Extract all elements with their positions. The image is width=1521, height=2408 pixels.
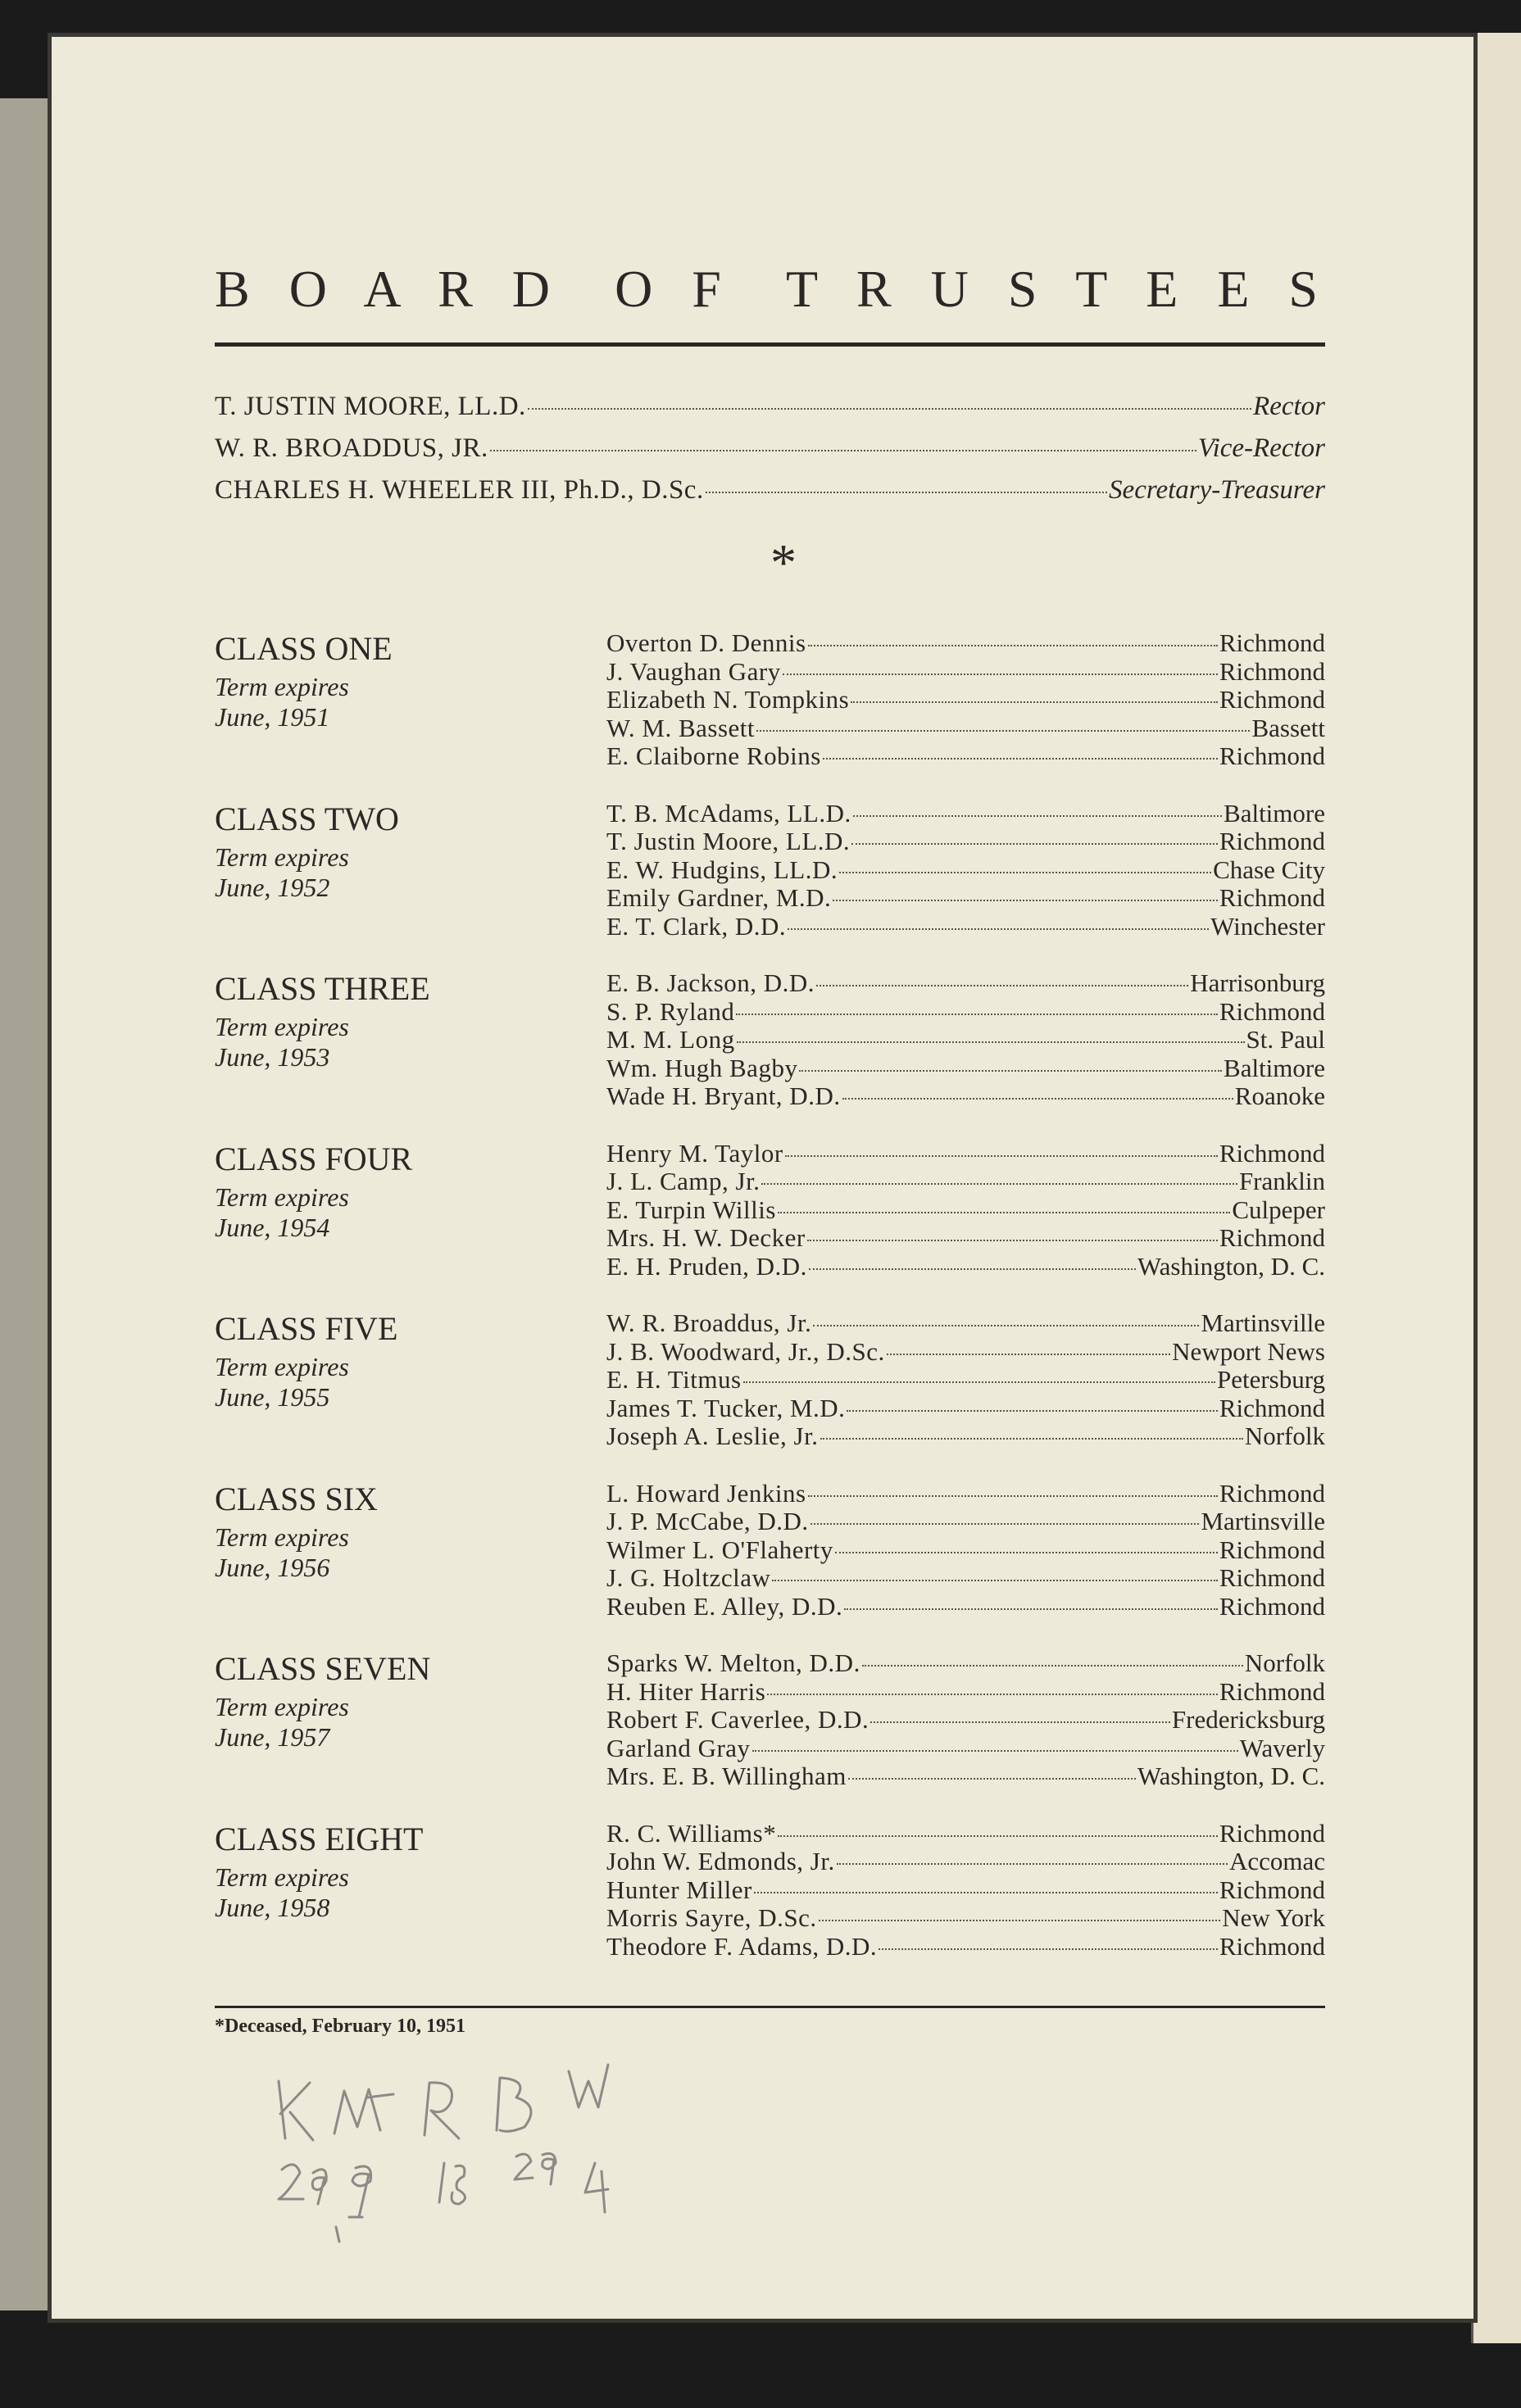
member-place: Richmond bbox=[1219, 1931, 1325, 1961]
member-name: Overton D. Dennis bbox=[606, 628, 806, 657]
dot-leader bbox=[853, 815, 1222, 817]
member-place: Richmond bbox=[1219, 685, 1325, 714]
member-row bbox=[606, 1338, 1325, 1367]
member-place: Richmond bbox=[1219, 1676, 1325, 1706]
member-list bbox=[606, 1140, 1325, 1281]
member-list bbox=[606, 629, 1325, 771]
member-name: Morris Sayre, D.Sc. bbox=[606, 1903, 817, 1933]
officer-role: Vice-Rector bbox=[1197, 433, 1325, 463]
member-name: E. W. Hudgins, LL.D. bbox=[606, 855, 838, 884]
member-name: J. B. Woodward, Jr., D.Sc. bbox=[606, 1336, 885, 1366]
member-place: Washington, D. C. bbox=[1137, 1762, 1325, 1791]
member-name: W. R. Broaddus, Jr. bbox=[606, 1308, 812, 1337]
pencil-letter bbox=[569, 2065, 608, 2107]
dot-leader bbox=[887, 1354, 1170, 1355]
term-expires: Term expires bbox=[215, 1521, 349, 1552]
dot-leader bbox=[743, 1381, 1215, 1383]
member-name: Hunter Miller bbox=[606, 1875, 752, 1904]
officer-row bbox=[215, 475, 1325, 517]
member-name: Wade H. Bryant, D.D. bbox=[606, 1082, 841, 1111]
member-place: Harrisonburg bbox=[1190, 968, 1325, 997]
officer-name: W. R. BROADDUS, JR. bbox=[215, 433, 488, 463]
dot-leader bbox=[799, 1070, 1222, 1072]
adjacent-page-edge bbox=[1471, 33, 1521, 2343]
member-list bbox=[606, 1480, 1325, 1621]
dot-leader bbox=[851, 843, 1218, 845]
pencil-letter bbox=[497, 2078, 531, 2131]
dot-leader bbox=[808, 1495, 1218, 1497]
member-list bbox=[606, 1820, 1325, 1961]
class-name: CLASS TWO bbox=[215, 800, 399, 837]
dot-leader bbox=[761, 1183, 1237, 1185]
term-date: June, 1956 bbox=[215, 1552, 330, 1582]
member-row bbox=[606, 1196, 1325, 1225]
member-row bbox=[606, 1536, 1325, 1565]
member-name: H. Hiter Harris bbox=[606, 1676, 766, 1706]
member-row bbox=[606, 1422, 1325, 1451]
member-name: L. Howard Jenkins bbox=[606, 1478, 806, 1508]
member-place: St. Paul bbox=[1246, 1025, 1325, 1054]
member-name: M. M. Long bbox=[606, 1025, 735, 1054]
dot-leader bbox=[833, 900, 1218, 901]
member-place: Richmond bbox=[1219, 1535, 1325, 1564]
dot-leader bbox=[788, 928, 1209, 930]
member-row bbox=[606, 856, 1325, 885]
term-expires: Term expires bbox=[215, 1692, 349, 1721]
dot-leader bbox=[847, 1410, 1217, 1412]
term-expires: Term expires bbox=[215, 841, 349, 872]
member-row bbox=[606, 884, 1325, 913]
member-name: E. Claiborne Robins bbox=[606, 741, 821, 771]
member-name: J. G. Holtzclaw bbox=[606, 1563, 771, 1593]
member-row bbox=[606, 1904, 1325, 1933]
title-word: B O A R D bbox=[215, 260, 561, 318]
member-place: Norfolk bbox=[1244, 1648, 1325, 1677]
term-date: June, 1954 bbox=[215, 1212, 330, 1242]
class-name: CLASS FOUR bbox=[215, 1140, 413, 1177]
title-word: O F bbox=[615, 260, 733, 318]
member-place: Richmond bbox=[1219, 1875, 1325, 1904]
member-list bbox=[606, 1649, 1325, 1791]
pencil-numeral bbox=[279, 2165, 326, 2204]
member-name: Sparks W. Melton, D.D. bbox=[606, 1648, 860, 1677]
member-place: Waverly bbox=[1239, 1733, 1325, 1762]
member-place: Richmond bbox=[1219, 1393, 1325, 1422]
member-name: E. Turpin Willis bbox=[606, 1195, 776, 1224]
member-place: Roanoke bbox=[1234, 1082, 1325, 1111]
member-row bbox=[606, 1933, 1325, 1961]
term-expires: Term expires bbox=[215, 1181, 349, 1212]
dot-leader bbox=[756, 730, 1250, 732]
member-row bbox=[606, 658, 1325, 687]
member-row bbox=[606, 1253, 1325, 1281]
dot-leader bbox=[783, 673, 1218, 675]
dot-leader bbox=[844, 1608, 1218, 1610]
member-name: Robert F. Caverlee, D.D. bbox=[606, 1705, 869, 1735]
member-row bbox=[606, 1309, 1325, 1338]
member-place: Accomac bbox=[1228, 1847, 1325, 1876]
member-place: Richmond bbox=[1219, 656, 1325, 686]
title-rule bbox=[215, 342, 1325, 347]
member-place: Washington, D. C. bbox=[1137, 1251, 1325, 1281]
term-date: June, 1951 bbox=[215, 702, 330, 732]
member-row bbox=[606, 1735, 1325, 1763]
dot-leader bbox=[842, 1098, 1233, 1100]
asterisk-divider-icon: * bbox=[770, 533, 797, 592]
member-place: Fredericksburg bbox=[1171, 1705, 1325, 1735]
member-name: Mrs. E. B. Willingham bbox=[606, 1762, 847, 1791]
member-place: Richmond bbox=[1219, 1591, 1325, 1621]
member-place: Culpeper bbox=[1232, 1195, 1325, 1224]
member-row bbox=[606, 1649, 1325, 1678]
dot-leader bbox=[862, 1665, 1243, 1667]
dot-leader bbox=[835, 1552, 1218, 1553]
dot-leader bbox=[754, 1892, 1218, 1893]
dot-leader bbox=[772, 1580, 1217, 1581]
member-name: R. C. Williams* bbox=[606, 1818, 777, 1848]
member-name: Joseph A. Leslie, Jr. bbox=[606, 1422, 819, 1451]
class-label bbox=[215, 969, 543, 1072]
member-name: E. T. Clark, D.D. bbox=[606, 911, 787, 941]
officers-list bbox=[215, 392, 1325, 517]
member-place: New York bbox=[1222, 1903, 1325, 1933]
member-name: J. Vaughan Gary bbox=[606, 656, 781, 686]
pencil-numeral bbox=[515, 2153, 556, 2184]
dot-leader bbox=[870, 1721, 1170, 1723]
class-name: CLASS FIVE bbox=[215, 1310, 398, 1347]
pencil-mark bbox=[336, 2227, 339, 2242]
member-row bbox=[606, 1876, 1325, 1905]
dot-leader bbox=[706, 492, 1107, 493]
member-name: E. B. Jackson, D.D. bbox=[606, 968, 815, 997]
pencil-letter bbox=[279, 2081, 313, 2140]
member-place: Richmond bbox=[1219, 1563, 1325, 1593]
term-date: June, 1955 bbox=[215, 1382, 330, 1412]
member-name: S. P. Ryland bbox=[606, 996, 735, 1026]
member-place: Richmond bbox=[1219, 741, 1325, 771]
member-row bbox=[606, 1026, 1325, 1054]
footnote-rule bbox=[215, 2006, 1325, 2008]
dot-leader bbox=[528, 408, 1251, 410]
member-row bbox=[606, 1168, 1325, 1196]
class-label bbox=[215, 1140, 543, 1243]
officer-name: CHARLES H. WHEELER III, Ph.D., D.Sc. bbox=[215, 475, 704, 505]
term-expires: Term expires bbox=[215, 1352, 349, 1381]
member-row bbox=[606, 913, 1325, 941]
member-name: W. M. Bassett bbox=[606, 713, 756, 742]
pencil-letter bbox=[334, 2089, 393, 2134]
dot-leader bbox=[736, 1014, 1217, 1015]
member-place: Richmond bbox=[1219, 1818, 1325, 1848]
member-row bbox=[606, 969, 1325, 998]
class-label bbox=[215, 1649, 543, 1753]
member-name: Theodore F. Adams, D.D. bbox=[606, 1931, 878, 1961]
member-place: Baltimore bbox=[1224, 798, 1325, 828]
member-row bbox=[606, 1678, 1325, 1707]
member-row bbox=[606, 1224, 1325, 1253]
officer-role: Rector bbox=[1253, 392, 1325, 421]
class-label bbox=[215, 1820, 543, 1923]
dot-leader bbox=[879, 1948, 1218, 1950]
handwritten-pencil-notes bbox=[270, 2048, 697, 2245]
dot-leader bbox=[848, 1778, 1136, 1780]
class-label bbox=[215, 1309, 543, 1413]
member-place: Winchester bbox=[1210, 911, 1325, 941]
member-name: Emily Gardner, M.D. bbox=[606, 883, 832, 913]
dot-leader bbox=[778, 1212, 1230, 1213]
member-place: Newport News bbox=[1172, 1336, 1325, 1366]
dot-leader bbox=[767, 1694, 1218, 1695]
member-name: Elizabeth N. Tompkins bbox=[606, 685, 850, 714]
dot-leader bbox=[807, 1240, 1218, 1241]
dot-leader bbox=[823, 758, 1218, 760]
member-list bbox=[606, 969, 1325, 1111]
member-name: Wilmer L. O'Flaherty bbox=[606, 1535, 833, 1564]
class-label bbox=[215, 1480, 543, 1583]
member-place: Baltimore bbox=[1224, 1053, 1325, 1082]
class-name: CLASS SIX bbox=[215, 1480, 378, 1517]
member-place: Richmond bbox=[1219, 827, 1325, 856]
member-row bbox=[606, 1820, 1325, 1848]
member-row bbox=[606, 1848, 1325, 1876]
dot-leader bbox=[837, 1863, 1228, 1865]
member-place: Richmond bbox=[1219, 1478, 1325, 1508]
member-row bbox=[606, 1480, 1325, 1508]
pencil-letter bbox=[425, 2083, 459, 2138]
term-date: June, 1953 bbox=[215, 1042, 330, 1072]
pencil-numeral bbox=[349, 2166, 371, 2217]
dot-leader bbox=[851, 701, 1218, 703]
class-name: CLASS SEVEN bbox=[215, 1650, 431, 1687]
member-name: T. B. McAdams, LL.D. bbox=[606, 798, 851, 828]
member-place: Martinsville bbox=[1201, 1507, 1325, 1536]
dot-leader bbox=[785, 1155, 1218, 1157]
pencil-numeral bbox=[585, 2163, 608, 2212]
title-word: T R U S T E E S bbox=[786, 260, 1329, 318]
member-name: E. H. Pruden, D.D. bbox=[606, 1251, 807, 1281]
member-name: J. P. McCabe, D.D. bbox=[606, 1507, 809, 1536]
page-title bbox=[215, 259, 1329, 320]
member-row bbox=[606, 1140, 1325, 1168]
class-name: CLASS EIGHT bbox=[215, 1820, 424, 1857]
term-expires: Term expires bbox=[215, 1862, 349, 1892]
member-row bbox=[606, 1394, 1325, 1423]
member-row bbox=[606, 686, 1325, 714]
member-name: J. L. Camp, Jr. bbox=[606, 1167, 760, 1196]
member-row bbox=[606, 629, 1325, 658]
officer-role: Secretary-Treasurer bbox=[1109, 475, 1325, 505]
member-name: Wm. Hugh Bagby bbox=[606, 1053, 798, 1082]
member-row bbox=[606, 1564, 1325, 1593]
term-date: June, 1952 bbox=[215, 872, 330, 902]
dot-leader bbox=[490, 450, 1196, 451]
dot-leader bbox=[778, 1835, 1218, 1837]
member-row bbox=[606, 1706, 1325, 1735]
member-place: Petersburg bbox=[1216, 1365, 1325, 1394]
member-row bbox=[606, 1593, 1325, 1621]
term-date: June, 1958 bbox=[215, 1892, 330, 1922]
member-name: John W. Edmonds, Jr. bbox=[606, 1847, 835, 1876]
class-name: CLASS THREE bbox=[215, 970, 430, 1007]
member-place: Richmond bbox=[1219, 628, 1325, 657]
dot-leader bbox=[816, 985, 1188, 986]
dot-leader bbox=[809, 1268, 1136, 1270]
member-place: Martinsville bbox=[1201, 1308, 1325, 1337]
member-name: Reuben E. Alley, D.D. bbox=[606, 1591, 843, 1621]
member-row bbox=[606, 998, 1325, 1027]
dot-leader bbox=[737, 1041, 1245, 1043]
term-date: June, 1957 bbox=[215, 1722, 330, 1752]
class-label bbox=[215, 629, 543, 732]
member-name: Mrs. H. W. Decker bbox=[606, 1223, 806, 1253]
dot-leader bbox=[819, 1920, 1221, 1921]
officer-row bbox=[215, 392, 1325, 433]
member-row bbox=[606, 1762, 1325, 1791]
member-row bbox=[606, 1082, 1325, 1111]
class-label bbox=[215, 800, 543, 903]
member-place: Richmond bbox=[1219, 883, 1325, 913]
dot-leader bbox=[810, 1523, 1200, 1525]
member-name: James T. Tucker, M.D. bbox=[606, 1393, 846, 1422]
pencil-numeral bbox=[439, 2163, 465, 2204]
member-place: Richmond bbox=[1219, 1223, 1325, 1253]
member-list bbox=[606, 800, 1325, 941]
member-name: Garland Gray bbox=[606, 1733, 751, 1762]
member-row bbox=[606, 1508, 1325, 1536]
member-row bbox=[606, 742, 1325, 771]
member-list bbox=[606, 1309, 1325, 1451]
member-name: E. H. Titmus bbox=[606, 1365, 742, 1394]
officer-name: T. JUSTIN MOORE, LL.D. bbox=[215, 392, 526, 421]
member-place: Franklin bbox=[1238, 1167, 1325, 1196]
member-name: T. Justin Moore, LL.D. bbox=[606, 827, 851, 856]
dot-leader bbox=[752, 1750, 1238, 1752]
member-row bbox=[606, 800, 1325, 828]
dot-leader bbox=[820, 1438, 1243, 1440]
term-expires: Term expires bbox=[215, 672, 349, 701]
member-place: Richmond bbox=[1219, 1138, 1325, 1168]
member-row bbox=[606, 828, 1325, 856]
member-place: Richmond bbox=[1219, 996, 1325, 1026]
dot-leader bbox=[808, 645, 1218, 646]
member-name: Henry M. Taylor bbox=[606, 1138, 783, 1168]
term-expires: Term expires bbox=[215, 1012, 349, 1041]
member-place: Bassett bbox=[1251, 713, 1325, 742]
class-name: CLASS ONE bbox=[215, 630, 393, 667]
officer-row bbox=[215, 433, 1325, 475]
footnote: *Deceased, February 10, 1951 bbox=[215, 2016, 465, 2037]
dot-leader bbox=[839, 872, 1211, 873]
member-row bbox=[606, 1054, 1325, 1083]
member-row bbox=[606, 1366, 1325, 1394]
member-place: Chase City bbox=[1213, 855, 1325, 884]
dot-leader bbox=[813, 1325, 1199, 1326]
member-row bbox=[606, 714, 1325, 743]
member-place: Norfolk bbox=[1244, 1422, 1325, 1451]
